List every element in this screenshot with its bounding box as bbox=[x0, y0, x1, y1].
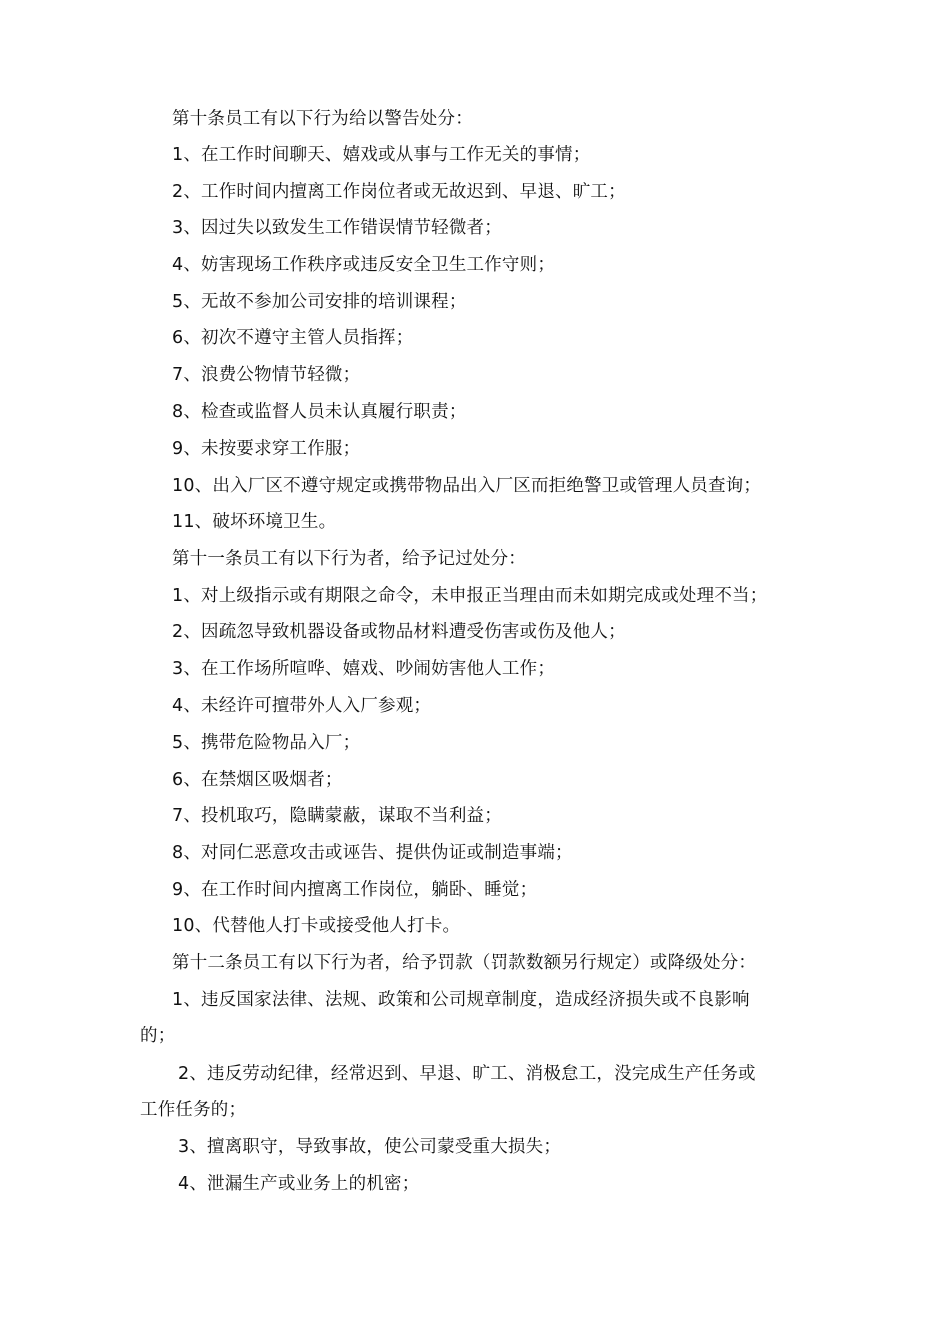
article-11-item: 4、未经许可擅带外人入厂参观； bbox=[172, 696, 432, 716]
article-10-item: 9、未按要求穿工作服； bbox=[172, 439, 361, 459]
article-11-item: 9、在工作时间内擅离工作岗位，躺卧、睡觉； bbox=[172, 880, 538, 900]
article-11-heading: 第十一条员工有以下行为者，给予记过处分： bbox=[172, 549, 526, 569]
article-10-item: 2、工作时间内擅离工作岗位者或无故迟到、早退、旷工； bbox=[172, 182, 626, 202]
article-10-item: 8、检查或监督人员未认真履行职责； bbox=[172, 402, 467, 422]
article-10-heading: 第十条员工有以下行为给以警告处分： bbox=[172, 109, 473, 129]
article-11-item: 6、在禁烟区吸烟者； bbox=[172, 770, 343, 790]
article-10-item: 3、因过失以致发生工作错误情节轻微者； bbox=[172, 218, 502, 238]
article-12-item-4: 4、泄漏生产或业务上的机密； bbox=[178, 1174, 420, 1194]
article-12-item-1-line-1: 1、违反国家法律、法规、政策和公司规章制度，造成经济损失或不良影响 bbox=[172, 990, 750, 1010]
article-11-item: 5、携带危险物品入厂； bbox=[172, 733, 361, 753]
article-11-item: 3、在工作场所喧哗、嬉戏、吵闹妨害他人工作； bbox=[172, 659, 556, 679]
article-12-item-2-line-2: 工作任务的； bbox=[140, 1100, 247, 1120]
article-10-item: 5、无故不参加公司安排的培训课程； bbox=[172, 292, 467, 312]
article-11-item: 7、投机取巧，隐瞒蒙蔽，谋取不当利益； bbox=[172, 806, 502, 826]
article-12-item-1-line-2: 的； bbox=[140, 1026, 176, 1046]
article-11-item: 10、代替他人打卡或接受他人打卡。 bbox=[172, 916, 461, 936]
article-11-item: 2、因疏忽导致机器设备或物品材料遭受伤害或伤及他人； bbox=[172, 622, 626, 642]
article-10-item: 10、出入厂区不遵守规定或携带物品出入厂区而拒绝警卫或管理人员查询； bbox=[172, 476, 762, 496]
article-10-item: 7、浪费公物情节轻微； bbox=[172, 365, 361, 385]
article-10-item: 1、在工作时间聊天、嬉戏或从事与工作无关的事情； bbox=[172, 145, 591, 165]
article-12-item-2-line-1: 2、违反劳动纪律，经常迟到、早退、旷工、消极怠工，没完成生产任务或 bbox=[178, 1064, 756, 1084]
article-11-item: 1、对上级指示或有期限之命令，未申报正当理由而未如期完成或处理不当； bbox=[172, 586, 768, 606]
article-10-item: 6、初次不遵守主管人员指挥； bbox=[172, 328, 414, 348]
article-12-heading: 第十二条员工有以下行为者，给予罚款（罚款数额另行规定）或降级处分： bbox=[172, 953, 757, 973]
article-11-item: 8、对同仁恶意攻击或诬告、提供伪证或制造事端； bbox=[172, 843, 573, 863]
article-12-item-3: 3、擅离职守，导致事故，使公司蒙受重大损失； bbox=[178, 1137, 562, 1157]
article-10-item: 4、妨害现场工作秩序或违反安全卫生工作守则； bbox=[172, 255, 556, 275]
article-10-item: 11、破坏环境卫生。 bbox=[172, 512, 337, 532]
